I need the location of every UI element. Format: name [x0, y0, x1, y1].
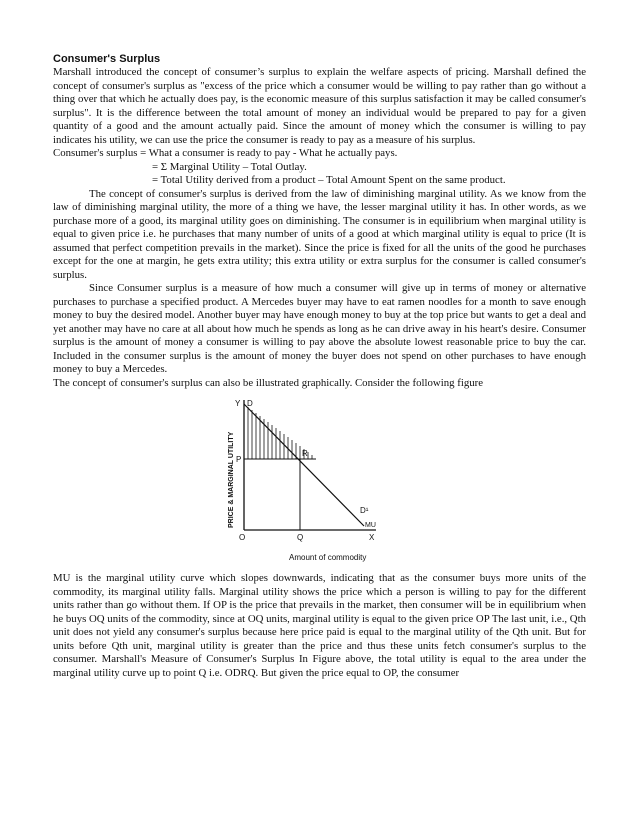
paragraph-law-of-diminishing-utility: The concept of consumer's surplus is derived from the law of diminishing marginal utility. As we know from the law of diminishing marginal utility, the more of a thing we have, the lesser marginal utility it has. In other words, as we purchase more of a good, its marginal utility goes on diminishing. The consumer is in equilibrium when marginal utility is equal to given price i.e. he purchases that many number of units of a good at which marginal utility is equal to price (It is assumed that perfect competition prevails in the market). Since the price is fixed for all the units of the good he purchases except for the one at margin, he gets extra utility; this extra utility or extra surplus for the consumer is called consumer's surplus. — [53, 187, 586, 281]
paragraph-intro: Marshall introduced the concept of consumer’s surplus to explain the welfare aspects of pricing. Marshall defined the concept of consumer's surplus as "excess of the price which a consumer would be willing to pay rather than go without a thing over that which he actually does pay, is the economic measure of this surplus satisfaction it may be called consumer's surplus". It is the difference between the total amount of money an individual would be prepared to pay for a given quantity of a good and the amount actually paid. Since the amount of money which the consumer is willing to pay indicates his utility, we can use the price the consumer is ready to pay as a measure of his surplus. — [53, 66, 586, 146]
formula-line-1: Consumer's surplus = What a consumer is ready to pay - What he actually pays. — [53, 147, 398, 159]
label-mu: MU — [365, 522, 376, 529]
formula-line-2: = Σ Marginal Utility – Total Outlay. — [152, 160, 307, 173]
label-r: R — [302, 449, 308, 458]
consumer-surplus-diagram — [53, 396, 586, 566]
paragraph-mu-explanation: MU is the marginal utility curve which slopes downwards, indicating that as the consumer buys more units of the commodity, its marginal utility falls. Marginal utility shows the price which a person is willing to pay for the different units rather than go without them. If OP is the price that prevails in the market, then consumer will be in equilibrium when he buys OQ units of the commodity, since at OQ units, marginal utility is equal to the given price OP The last unit, i.e., Qth unit does not yield any consumer's surplus because here price paid is equal to the marginal utility of the Qth unit. But for units before Qth unit, marginal utility is greater than the price and thus these units fetch consumer's surplus to the consumer. Marshall's Measure of Consumer's Surplus In Figure above, the total utility is equal to the area under the marginal utility curve up to point Q i.e. ODRQ. But given the price equal to OP, the consumer — [53, 572, 586, 679]
section-heading: Consumer's Surplus — [53, 53, 161, 65]
label-o: O — [239, 533, 246, 542]
label-d: D — [247, 399, 253, 408]
label-d1: D¹ — [360, 506, 369, 515]
label-x: X — [369, 533, 375, 542]
marginal-utility-curve — [244, 404, 364, 526]
paragraph-figure-intro: The concept of consumer's surplus can also be illustrated graphically. Consider the following figure — [53, 376, 484, 389]
y-axis-label: PRICE & MARGINAL UTILITY — [228, 431, 235, 528]
label-p: P — [236, 455, 242, 464]
document-body — [53, 52, 586, 680]
x-axis-label: Amount of commodity — [289, 553, 367, 562]
label-q: Q — [297, 533, 304, 542]
formula-line-3: = Total Utility derived from a product – Total Amount Spent on the same product. — [152, 174, 506, 186]
paragraph-mercedes-example: Since Consumer surplus is a measure of how much a consumer will give up in terms of money or alternative purchases to purchase a specified product. A Mercedes buyer may have to eat ramen noodles for a month to save enough money to buy the desired model. Another buyer may have enough money to buy at the top price but wants to get a deal and yet another may have no care at all about how much he spends as long as he can drive away in his heart's desire. Consumer surplus is the amount of money a consumer is willing to pay above the absolute lowest reasonable price to buy the car. Included in the consumer surplus is the amount of money the buyer does not spend on other purchases to have enough money to buy a Mercedes. — [53, 282, 586, 375]
label-y: Y — [235, 399, 241, 408]
consumer-surplus-figure — [53, 396, 586, 566]
